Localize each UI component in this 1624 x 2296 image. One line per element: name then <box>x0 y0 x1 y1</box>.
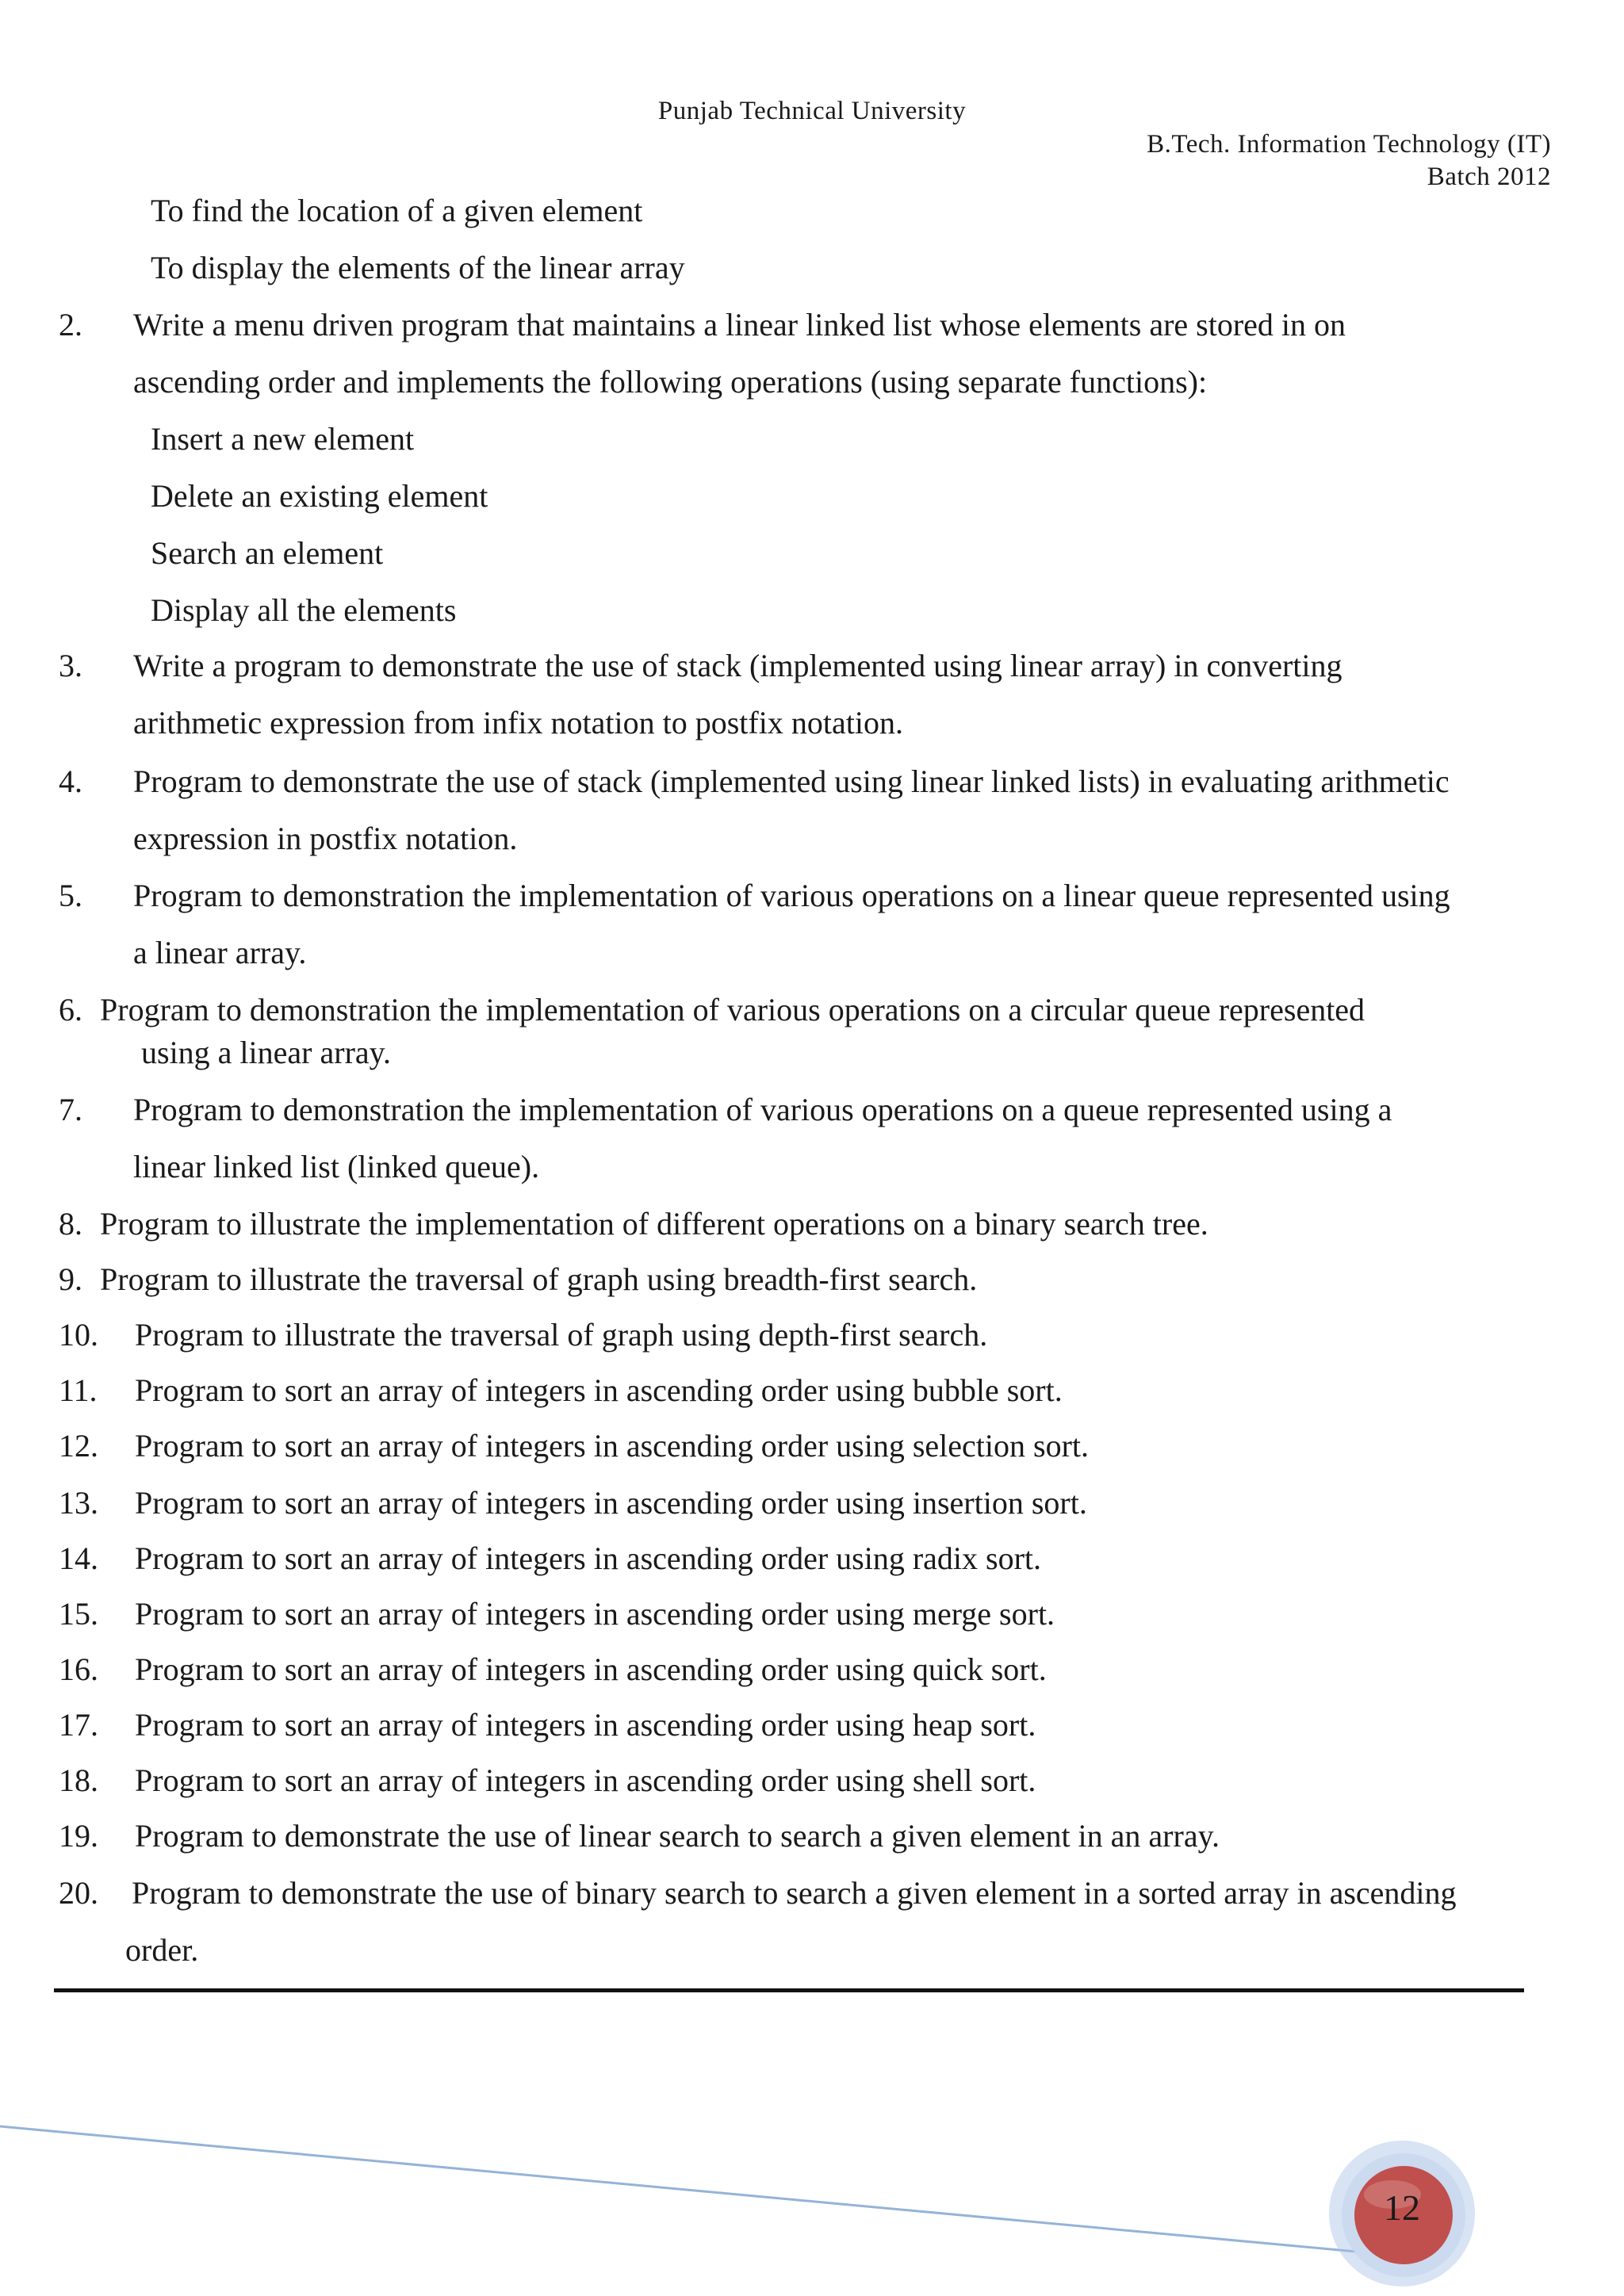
item-text: linear linked list (linked queue). <box>133 1149 540 1184</box>
item-text: Program to sort an array of integers in ascending order using radix sort. <box>135 1540 1042 1576</box>
item-text: Program to sort an array of integers in ascending order using shell sort. <box>135 1762 1036 1798</box>
content-bottom-rule <box>54 1988 1524 1992</box>
item-text: Program to sort an array of integers in ascending order using heap sort. <box>135 1707 1036 1743</box>
item-number: 6. <box>59 992 82 1027</box>
footer-line <box>0 2126 1356 2252</box>
item-number: 12. <box>59 1428 98 1464</box>
header-batch: Batch 2012 <box>1427 163 1551 191</box>
item-text: Write a menu driven program that maintains a linear linked list whose elements are stored in on <box>133 307 1346 342</box>
item-text: Program to sort an array of integers in ascending order using bubble sort. <box>135 1372 1063 1408</box>
item-number: 3. <box>59 648 82 683</box>
item-text: Program to sort an array of integers in ascending order using selection sort. <box>135 1428 1090 1464</box>
item-number: 2. <box>59 307 82 342</box>
header-university: Punjab Technical University <box>657 97 967 125</box>
item-number: 7. <box>59 1092 82 1127</box>
subitem: Delete an existing element <box>151 478 488 514</box>
item-number: 19. <box>59 1818 98 1854</box>
item-number: 5. <box>59 878 82 913</box>
item-number: 16. <box>59 1651 98 1687</box>
item-text: Program to demonstration the implementation of various operations on a circular queue represented <box>100 992 1365 1027</box>
subitem: Search an element <box>151 535 384 571</box>
item-number: 17. <box>59 1707 98 1743</box>
item-text: Program to illustrate the traversal of graph using depth-first search. <box>135 1317 988 1353</box>
item-text: Program to illustrate the implementation of different operations on a binary search tree. <box>100 1206 1208 1242</box>
subitem: Display all the elements <box>151 592 457 628</box>
item-number: 4. <box>59 763 82 799</box>
item-number: 13. <box>59 1485 98 1521</box>
item-text: ascending order and implements the following operations (using separate functions): <box>133 364 1208 400</box>
item-number: 18. <box>59 1762 98 1798</box>
item-text: Program to illustrate the traversal of graph using breadth-first search. <box>100 1261 978 1297</box>
item-number: 11. <box>59 1372 98 1408</box>
item-text: Write a program to demonstrate the use of stack (implemented using linear array) in converting <box>133 648 1342 683</box>
item-number: 8. <box>59 1206 82 1242</box>
item-text: Program to sort an array of integers in ascending order using insertion sort. <box>135 1485 1087 1521</box>
header-program: B.Tech. Information Technology (IT) <box>1147 130 1551 159</box>
item-text: Program to sort an array of integers in ascending order using merge sort. <box>135 1596 1055 1632</box>
item-text: Program to demonstrate the use of binary search to search a given element in a sorted array in ascending <box>132 1875 1457 1911</box>
item-text: Program to sort an array of integers in ascending order using quick sort. <box>135 1651 1047 1687</box>
subitem: To find the location of a given element <box>151 193 643 228</box>
item-number: 10. <box>59 1317 98 1353</box>
item-text: a linear array. <box>133 935 307 970</box>
item-number: 9. <box>59 1261 82 1297</box>
item-text: expression in postfix notation. <box>133 821 518 856</box>
subitem: Insert a new element <box>151 421 415 457</box>
item-text: order. <box>125 1932 199 1968</box>
item-text: using a linear array. <box>141 1035 392 1070</box>
item-number: 14. <box>59 1540 98 1576</box>
item-text: Program to demonstrate the use of linear search to search a given element in an array. <box>135 1818 1220 1854</box>
page-number: 12 <box>1384 2187 1420 2228</box>
subitem: To display the elements of the linear array <box>151 250 685 285</box>
item-text: Program to demonstrate the use of stack (implemented using linear linked lists) in evaluating arithmetic <box>133 763 1450 799</box>
item-number: 20. <box>59 1875 98 1911</box>
item-number: 15. <box>59 1596 98 1632</box>
item-text: arithmetic expression from infix notation to postfix notation. <box>133 705 903 740</box>
item-text: Program to demonstration the implementation of various operations on a queue represented using a <box>133 1092 1392 1127</box>
item-text: Program to demonstration the implementation of various operations on a linear queue represented using <box>133 878 1450 913</box>
